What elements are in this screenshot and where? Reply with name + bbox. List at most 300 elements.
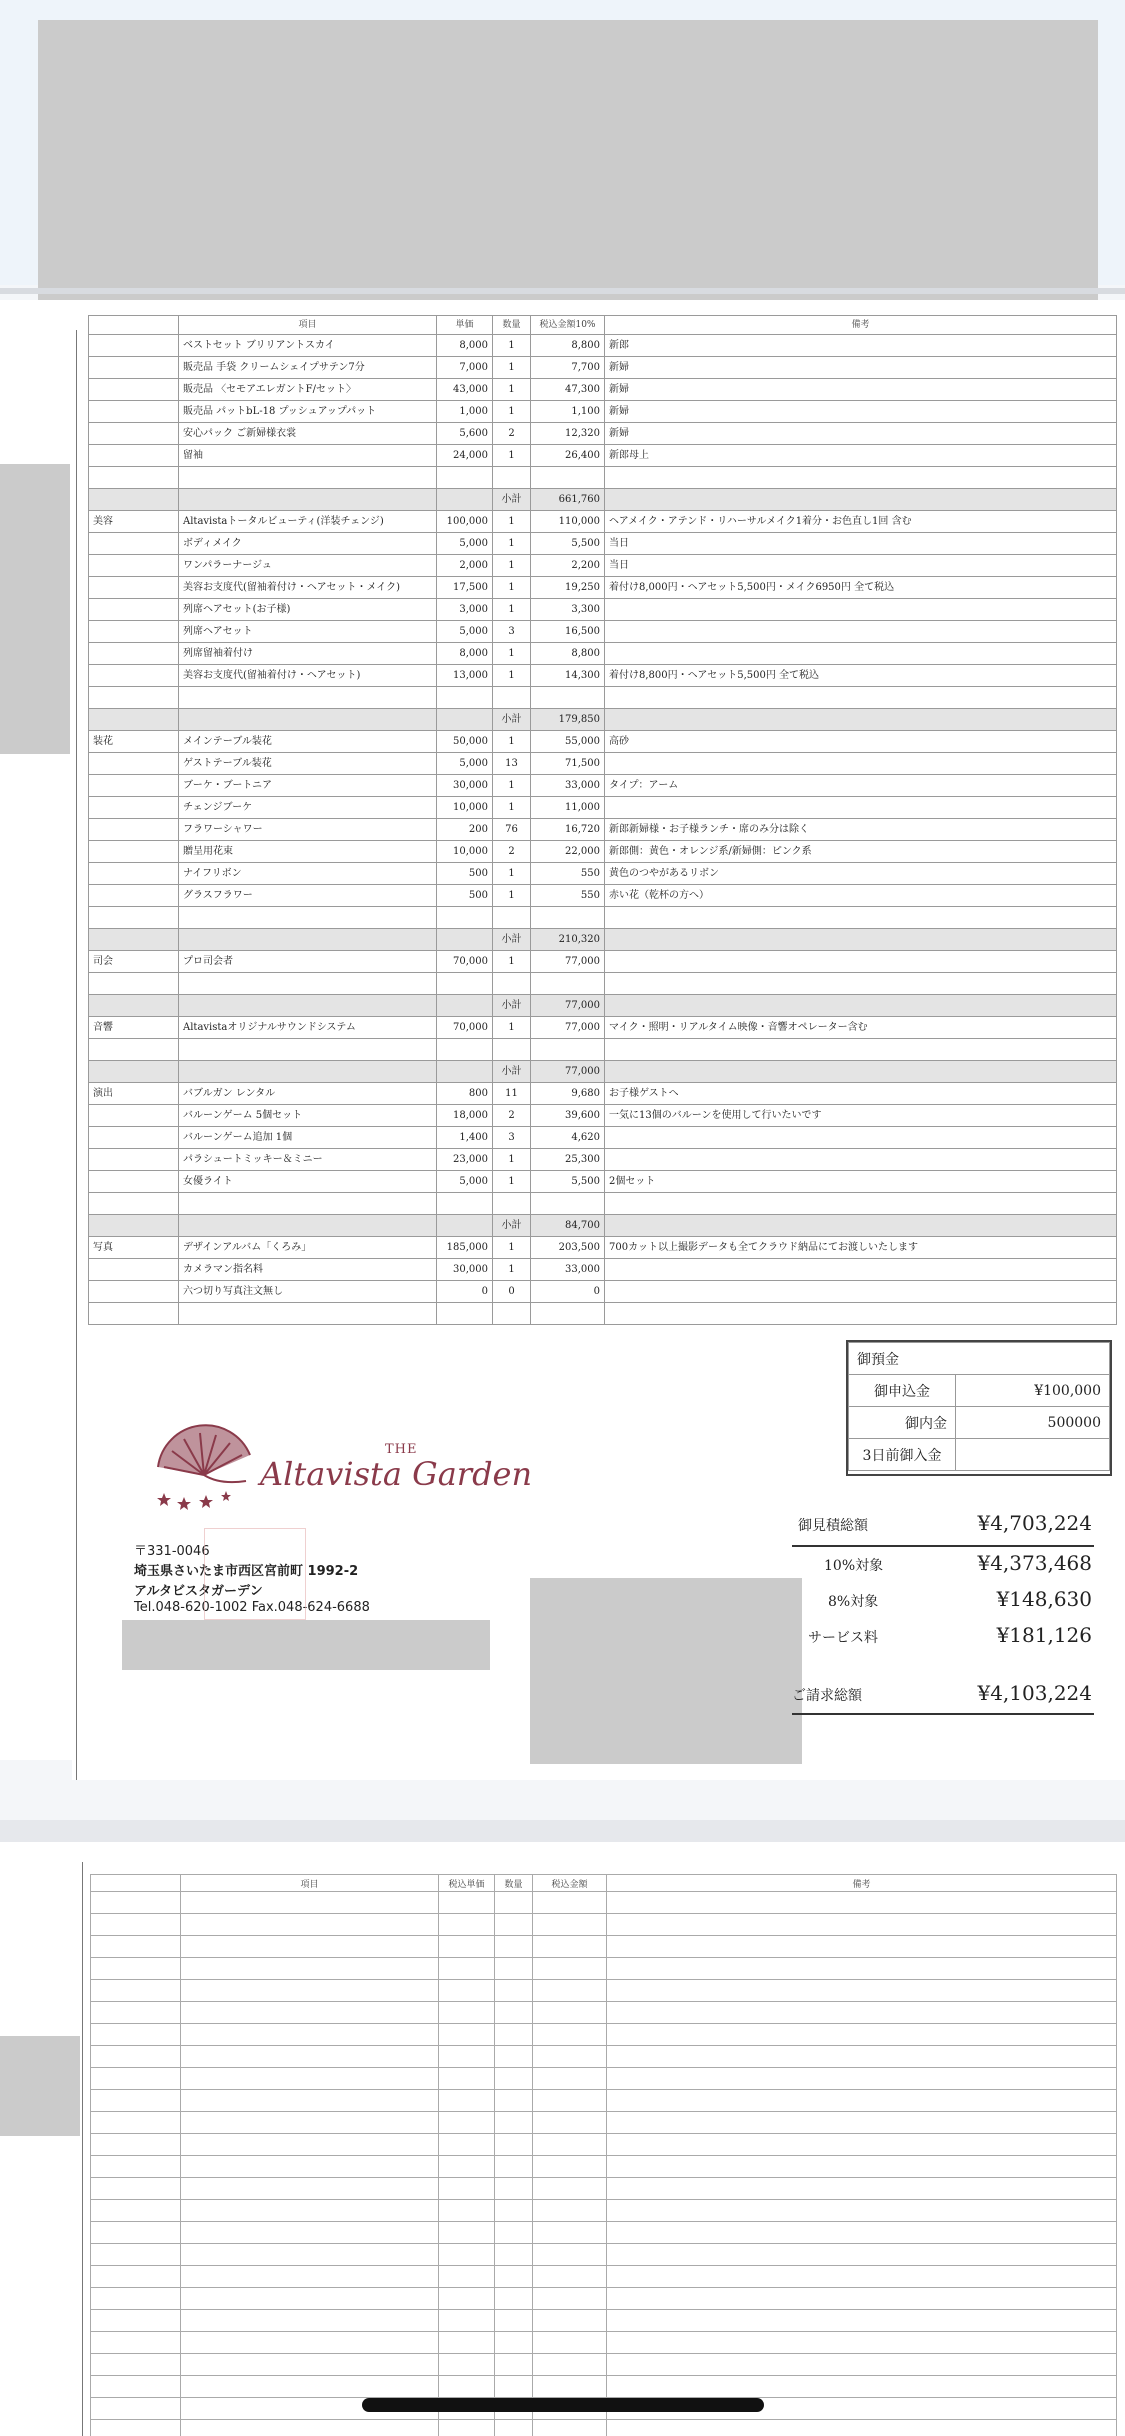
cell-note	[605, 709, 1117, 731]
phone-fax: Tel.048-620-1002 Fax.048-624-6688	[134, 1600, 370, 1615]
blank-cell	[439, 1980, 495, 2002]
cell-price	[437, 709, 493, 731]
blank-cell	[91, 2376, 181, 2398]
table-row	[89, 797, 1117, 819]
blank-cell	[533, 1936, 607, 1958]
cell-category	[89, 1105, 179, 1127]
subtotal-amount: 179,850	[531, 709, 605, 731]
cell-category	[89, 423, 179, 445]
cell-note: タイプ：アーム	[605, 775, 1117, 797]
blank-cell	[91, 1980, 181, 2002]
cell-note	[605, 929, 1117, 951]
blank-cell	[495, 2024, 533, 2046]
table-header-row	[91, 1875, 1117, 1892]
cell-category	[89, 1061, 179, 1083]
cell-note: 2個セット	[605, 1171, 1117, 1193]
blank-cell	[439, 2354, 495, 2376]
blank-cell	[91, 2046, 181, 2068]
table-row	[89, 511, 1117, 533]
cell-price: 70,000	[437, 1017, 493, 1039]
subtotal-label: 小計	[493, 489, 531, 511]
blank-row	[91, 2420, 1117, 2436]
cell-qty: 76	[493, 819, 531, 841]
table-header-row	[89, 316, 1117, 335]
table-row	[89, 577, 1117, 599]
redacted-left-block-2	[0, 2036, 88, 2136]
cell-category	[89, 555, 179, 577]
cell-item	[179, 467, 437, 489]
blank-cell	[181, 2266, 439, 2288]
cell-item: バブルガン レンタル	[179, 1083, 437, 1105]
cell-item	[179, 929, 437, 951]
cell-amount	[531, 1193, 605, 1215]
cell-price: 24,000	[437, 445, 493, 467]
blank-cell	[607, 1958, 1117, 1980]
header-note: 備考	[607, 1875, 1117, 1892]
table-row	[89, 973, 1117, 995]
cell-category	[89, 1127, 179, 1149]
subtotal-label: 小計	[493, 1215, 531, 1237]
totals-block	[792, 1505, 1122, 1725]
cell-category	[89, 1039, 179, 1061]
cell-note	[605, 797, 1117, 819]
blank-cell	[533, 1914, 607, 1936]
blank-cell	[495, 2266, 533, 2288]
table-row	[89, 1259, 1117, 1281]
cell-item: 美容お支度代(留袖着付け・ヘアセット・メイク)	[179, 577, 437, 599]
subtotal-amount: 84,700	[531, 1215, 605, 1237]
cell-amount: 33,000	[531, 775, 605, 797]
cell-price: 5,600	[437, 423, 493, 445]
blank-cell	[439, 2266, 495, 2288]
cell-note	[605, 907, 1117, 929]
cell-price: 3,000	[437, 599, 493, 621]
company-seal	[204, 1528, 306, 1620]
blank-cell	[607, 1914, 1117, 1936]
subtotal-amount: 77,000	[531, 1061, 605, 1083]
blank-cell	[181, 1980, 439, 2002]
cell-note	[605, 1281, 1117, 1303]
blank-cell	[181, 2376, 439, 2398]
blank-cell	[439, 2090, 495, 2112]
cell-note: 着付け8,000円・ヘアセット5,500円・メイク6950円 全て税込	[605, 577, 1117, 599]
blank-row	[91, 2090, 1117, 2112]
previous-page-edge-2	[0, 1842, 80, 2436]
cell-price: 5,000	[437, 533, 493, 555]
cell-price	[437, 489, 493, 511]
cell-note: お子様ゲストへ	[605, 1083, 1117, 1105]
cell-item	[179, 1039, 437, 1061]
blank-cell	[495, 2332, 533, 2354]
blank-cell	[439, 1892, 495, 1914]
page-left-border-2	[82, 1862, 83, 2436]
table-row	[89, 753, 1117, 775]
blank-cell	[495, 2310, 533, 2332]
cell-item	[179, 687, 437, 709]
blank-cell	[439, 2068, 495, 2090]
blank-cell	[495, 1980, 533, 2002]
blank-row	[91, 2200, 1117, 2222]
cell-qty: 1	[493, 665, 531, 687]
blank-cell	[495, 2376, 533, 2398]
cell-qty: 3	[493, 1127, 531, 1149]
blank-row	[91, 2222, 1117, 2244]
cell-price: 8,000	[437, 643, 493, 665]
cell-note: ヘアメイク・アテンド・リハーサルメイク1着分・お色直し1回 含む	[605, 511, 1117, 533]
blank-cell	[533, 2266, 607, 2288]
blank-cell	[91, 1914, 181, 1936]
cell-category	[89, 907, 179, 929]
blank-cell	[607, 2156, 1117, 2178]
cell-qty: 2	[493, 1105, 531, 1127]
home-indicator[interactable]	[362, 2398, 764, 2412]
blank-cell	[181, 2222, 439, 2244]
service-fee-value: ¥181,126	[996, 1623, 1092, 1647]
cell-category: 司会	[89, 951, 179, 973]
table-row	[89, 621, 1117, 643]
table-row	[89, 1039, 1117, 1061]
venue-name: アルタビスタガーデン	[134, 1584, 263, 1599]
cell-item: Altavistaトータルビューティ(洋装チェンジ)	[179, 511, 437, 533]
cell-note: 着付け8,800円・ヘアセット5,500円 全て税込	[605, 665, 1117, 687]
billing-total-label: ご請求総額	[792, 1688, 862, 1704]
cell-price: 500	[437, 863, 493, 885]
cell-qty: 1	[493, 731, 531, 753]
blank-cell	[495, 2244, 533, 2266]
blank-cell	[607, 2288, 1117, 2310]
blank-row	[91, 2354, 1117, 2376]
blank-cell	[91, 1892, 181, 1914]
cell-qty: 1	[493, 335, 531, 357]
cell-note: 新郎母上	[605, 445, 1117, 467]
cell-note	[605, 995, 1117, 1017]
blank-cell	[533, 2310, 607, 2332]
blank-cell	[439, 1958, 495, 1980]
blank-row	[91, 1936, 1117, 1958]
cell-price: 1,000	[437, 401, 493, 423]
blank-cell	[439, 2156, 495, 2178]
blank-cell	[439, 2046, 495, 2068]
cell-price	[437, 907, 493, 929]
blank-cell	[439, 2002, 495, 2024]
cell-qty: 1	[493, 599, 531, 621]
cell-item: 六つ切り写真注文無し	[179, 1281, 437, 1303]
cell-note	[605, 1039, 1117, 1061]
deposit-row	[849, 1407, 1110, 1439]
deposit-value	[956, 1439, 1110, 1471]
cell-item: バルーンゲーム追加 1個	[179, 1127, 437, 1149]
blank-row	[91, 2310, 1117, 2332]
cell-item: プロ司会者	[179, 951, 437, 973]
cell-note: 当日	[605, 555, 1117, 577]
deposit-value: 500000	[956, 1407, 1110, 1439]
subtotal-row	[89, 929, 1117, 951]
subtotal-label: 小計	[493, 995, 531, 1017]
redacted-left-block	[0, 464, 70, 754]
subtotal-row	[89, 489, 1117, 511]
cell-price: 7,000	[437, 357, 493, 379]
redacted-header	[38, 20, 1098, 300]
cell-amount	[531, 907, 605, 929]
cell-amount	[531, 467, 605, 489]
cell-price: 200	[437, 819, 493, 841]
cell-item: 列席ヘアセット	[179, 621, 437, 643]
cell-price: 18,000	[437, 1105, 493, 1127]
cell-price: 10,000	[437, 797, 493, 819]
cell-item	[179, 709, 437, 731]
blank-row	[91, 1958, 1117, 1980]
cell-note	[605, 643, 1117, 665]
blank-cell	[181, 2112, 439, 2134]
blank-cell	[181, 1892, 439, 1914]
cell-qty	[493, 1193, 531, 1215]
blank-cell	[439, 2332, 495, 2354]
cell-category	[89, 1193, 179, 1215]
blank-cell	[91, 1958, 181, 1980]
cell-price	[437, 1303, 493, 1325]
cell-price: 500	[437, 885, 493, 907]
venue-address-block	[134, 1540, 494, 1620]
eight-percent-label: 8%対象	[828, 1594, 879, 1610]
blank-cell	[607, 2002, 1117, 2024]
cell-item: Altavistaオリジナルサウンドシステム	[179, 1017, 437, 1039]
cell-note	[605, 489, 1117, 511]
cell-category	[89, 1149, 179, 1171]
blank-cell	[607, 1892, 1117, 1914]
blank-cell	[495, 2068, 533, 2090]
cell-qty: 1	[493, 555, 531, 577]
blank-cell	[533, 2134, 607, 2156]
cell-item: メインテーブル装花	[179, 731, 437, 753]
cell-qty: 1	[493, 1017, 531, 1039]
cell-category: 写真	[89, 1237, 179, 1259]
blank-cell	[181, 2002, 439, 2024]
deposit-value: ¥100,000	[956, 1375, 1110, 1407]
table-row	[89, 1303, 1117, 1325]
cell-item	[179, 995, 437, 1017]
cell-category	[89, 335, 179, 357]
blank-cell	[91, 2200, 181, 2222]
cell-note: 700カット以上撮影データも全てクラウド納品にてお渡しいたします	[605, 1237, 1117, 1259]
cell-price: 1,400	[437, 1127, 493, 1149]
blank-cell	[495, 2200, 533, 2222]
cell-note: 当日	[605, 533, 1117, 555]
blank-cell	[607, 2024, 1117, 2046]
cell-amount: 77,000	[531, 1017, 605, 1039]
blank-cell	[607, 2310, 1117, 2332]
blank-cell	[181, 2178, 439, 2200]
cell-item: ワンパラーナージュ	[179, 555, 437, 577]
blank-cell	[91, 2310, 181, 2332]
cell-price: 2,000	[437, 555, 493, 577]
blank-cell	[607, 2134, 1117, 2156]
cell-category	[89, 797, 179, 819]
table-row	[89, 907, 1117, 929]
blank-cell	[181, 2332, 439, 2354]
blank-cell	[181, 2354, 439, 2376]
blank-cell	[181, 1936, 439, 1958]
cell-amount: 16,500	[531, 621, 605, 643]
cell-price: 10,000	[437, 841, 493, 863]
blank-cell	[439, 1914, 495, 1936]
blank-cell	[439, 1936, 495, 1958]
cell-qty: 1	[493, 1171, 531, 1193]
subtotal-label: 小計	[493, 1061, 531, 1083]
header-category	[91, 1875, 181, 1892]
cell-category	[89, 665, 179, 687]
cell-note	[605, 1259, 1117, 1281]
cell-note: 新郎新婦様・お子様ランチ・席のみ分は除く	[605, 819, 1117, 841]
table-row	[89, 423, 1117, 445]
cell-amount: 550	[531, 863, 605, 885]
cell-category	[89, 379, 179, 401]
blank-cell	[495, 2156, 533, 2178]
cell-item: ボディメイク	[179, 533, 437, 555]
table-row	[89, 533, 1117, 555]
blank-cell	[439, 2420, 495, 2436]
blank-cell	[533, 2354, 607, 2376]
quote-table	[88, 315, 1117, 1325]
table-row	[89, 775, 1117, 797]
table-row	[89, 379, 1117, 401]
blank-cell	[181, 1914, 439, 1936]
blank-row	[91, 2112, 1117, 2134]
cell-note	[605, 753, 1117, 775]
blank-cell	[91, 1936, 181, 1958]
table-row	[89, 819, 1117, 841]
blank-cell	[495, 2222, 533, 2244]
previous-page-edge	[0, 300, 72, 1760]
cell-amount: 33,000	[531, 1259, 605, 1281]
header-qty: 数量	[495, 1875, 533, 1892]
cell-category	[89, 1215, 179, 1237]
cell-qty: 1	[493, 643, 531, 665]
cell-qty: 11	[493, 1083, 531, 1105]
blank-cell	[533, 1980, 607, 2002]
cell-item: パラシュートミッキー＆ミニー	[179, 1149, 437, 1171]
cell-item	[179, 973, 437, 995]
cell-amount	[531, 973, 605, 995]
header-qty: 数量	[493, 316, 531, 335]
blank-cell	[439, 2024, 495, 2046]
blank-row	[91, 2332, 1117, 2354]
cell-item	[179, 1215, 437, 1237]
cell-amount: 550	[531, 885, 605, 907]
table-row	[89, 885, 1117, 907]
blank-cell	[91, 2266, 181, 2288]
blank-cell	[495, 2420, 533, 2436]
blank-cell	[439, 2222, 495, 2244]
cell-note	[605, 951, 1117, 973]
table-row	[89, 643, 1117, 665]
blank-cell	[181, 2024, 439, 2046]
blank-cell	[607, 2420, 1117, 2436]
cell-note	[605, 1061, 1117, 1083]
blank-cell	[607, 2046, 1117, 2068]
cell-amount: 16,720	[531, 819, 605, 841]
header-note: 備考	[605, 316, 1117, 335]
cell-amount: 77,000	[531, 951, 605, 973]
cell-qty: 1	[493, 533, 531, 555]
deposit-row	[849, 1439, 1110, 1471]
cell-amount: 203,500	[531, 1237, 605, 1259]
cell-qty: 1	[493, 445, 531, 467]
blank-cell	[533, 1892, 607, 1914]
blank-row	[91, 2156, 1117, 2178]
cell-category	[89, 599, 179, 621]
cell-price: 30,000	[437, 775, 493, 797]
cell-amount: 39,600	[531, 1105, 605, 1127]
fan-logo-icon	[150, 1415, 260, 1515]
cell-amount: 55,000	[531, 731, 605, 753]
cell-note	[605, 1303, 1117, 1325]
cell-category	[89, 401, 179, 423]
blank-cell	[181, 2420, 439, 2436]
blank-cell	[495, 2112, 533, 2134]
blank-cell	[607, 2332, 1117, 2354]
cell-note: 新郎	[605, 335, 1117, 357]
blank-row	[91, 2024, 1117, 2046]
cell-amount: 5,500	[531, 1171, 605, 1193]
cell-item: ナイフリボン	[179, 863, 437, 885]
blank-cell	[495, 1958, 533, 1980]
blank-row	[91, 1892, 1117, 1914]
page-separator	[0, 1820, 1125, 1842]
blank-cell	[533, 2024, 607, 2046]
blank-cell	[533, 2420, 607, 2436]
cell-item: ブーケ・ブートニア	[179, 775, 437, 797]
blank-cell	[181, 2156, 439, 2178]
cell-item: ゲストテーブル装花	[179, 753, 437, 775]
cell-amount: 1,100	[531, 401, 605, 423]
blank-cell	[495, 1914, 533, 1936]
cell-category	[89, 1303, 179, 1325]
blank-cell	[439, 2134, 495, 2156]
blank-cell	[439, 2310, 495, 2332]
blank-cell	[607, 2112, 1117, 2134]
cell-note	[605, 1149, 1117, 1171]
table-row	[89, 1193, 1117, 1215]
blank-cell	[533, 2112, 607, 2134]
blank-cell	[533, 2288, 607, 2310]
cell-note: 新婦	[605, 401, 1117, 423]
blank-quote-table	[90, 1874, 1117, 2436]
cell-category	[89, 841, 179, 863]
cell-amount: 22,000	[531, 841, 605, 863]
blank-cell	[181, 2134, 439, 2156]
blank-cell	[439, 2178, 495, 2200]
blank-cell	[181, 1958, 439, 1980]
cell-note	[605, 599, 1117, 621]
header-item: 項目	[181, 1875, 439, 1892]
cell-item: 列席留袖着付け	[179, 643, 437, 665]
cell-item: グラスフラワー	[179, 885, 437, 907]
subtotal-amount: 210,320	[531, 929, 605, 951]
cell-note: 新郎側：黄色・オレンジ系/新婦側：ピンク系	[605, 841, 1117, 863]
cell-amount: 71,500	[531, 753, 605, 775]
table-row	[89, 1127, 1117, 1149]
blank-row	[91, 1914, 1117, 1936]
cell-price	[437, 973, 493, 995]
cell-category	[89, 753, 179, 775]
table-row	[89, 599, 1117, 621]
ten-percent-label: 10%対象	[824, 1558, 884, 1574]
cell-qty	[493, 973, 531, 995]
blank-cell	[495, 2090, 533, 2112]
venue-logo	[150, 1415, 610, 1525]
deposit-label: 3日前御入金	[849, 1439, 956, 1471]
cell-category: 美容	[89, 511, 179, 533]
